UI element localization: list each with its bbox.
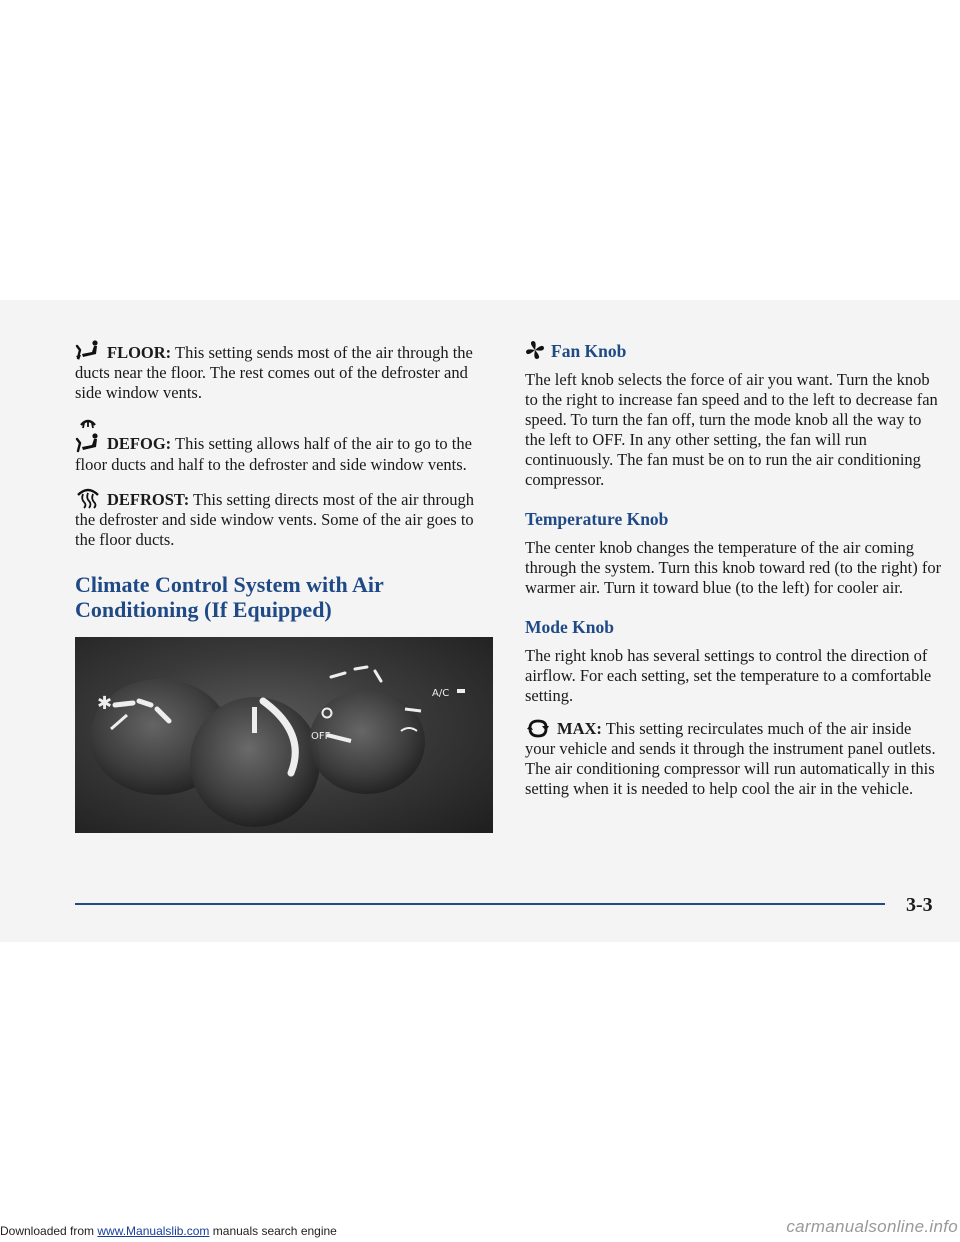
right-column <box>525 338 945 811</box>
ac-label: A/C <box>432 688 450 699</box>
defog-text: This setting allows half of the air to go to the floor ducts and half to the defroster and side window vents. <box>75 434 472 474</box>
floor-icon <box>75 340 101 362</box>
defog-icon <box>75 415 101 455</box>
defrost-text: This setting directs most of the air through the defroster and side window vents. Some of the air goes to the floor ducts. <box>75 490 474 549</box>
max-text: This setting recirculates much of the air inside your vehicle and sends it through the instrument panel outlets. The air conditioning compressor will run automatically in this setting when it is needed to help cool the air in the vehicle. <box>525 719 936 798</box>
off-label: OFF <box>311 731 331 742</box>
left-column <box>75 340 475 622</box>
watermark: carmanualsonline.info <box>786 1217 958 1236</box>
footer-rule <box>75 903 885 905</box>
fan-title-text: Fan Knob <box>551 341 627 361</box>
defog-term: DEFOG: <box>107 434 172 453</box>
footer-prefix: Downloaded from <box>0 1224 98 1238</box>
max-paragraph <box>525 718 945 799</box>
fan-icon <box>525 340 545 360</box>
defrost-paragraph <box>75 487 475 550</box>
page-number: 3-3 <box>906 894 933 916</box>
defrost-icon <box>75 487 101 509</box>
max-term: MAX: <box>557 719 602 738</box>
defrost-term: DEFROST: <box>107 490 190 509</box>
max-recirculate-icon <box>525 718 551 738</box>
footer-suffix: manuals search engine <box>209 1224 337 1238</box>
temperature-paragraph: The center knob changes the temperature of the air coming through the system. Turn this knob toward red (to the right) for warmer air. Turn it toward blue (to the left) for cooler air. <box>525 538 942 597</box>
mode-paragraph: The right knob has several settings to control the direction of airflow. For each setting, set the temperature to a comfortable setting. <box>525 646 932 705</box>
svg-text:✱: ✱ <box>97 693 113 714</box>
mode-knob-title: Mode Knob <box>525 617 614 637</box>
defog-paragraph <box>75 415 475 475</box>
download-footer <box>0 1217 960 1242</box>
fan-paragraph: The left knob selects the force of air you want. Turn the knob to the right to increase fan speed and to the left to decrease fan speed. To turn the fan off, turn the mode knob all the way to the left to OFF. In any other setting, the fan will run continuously. The fan must be on to run the air conditioning compressor. <box>525 370 938 489</box>
floor-paragraph <box>75 340 475 403</box>
climate-control-photo <box>75 637 493 833</box>
temperature-knob-title: Temperature Knob <box>525 509 669 529</box>
manual-page <box>0 300 960 942</box>
footer-source <box>0 1220 337 1242</box>
fan-knob-title <box>525 340 945 362</box>
floor-text: This setting sends most of the air through the ducts near the floor. The rest comes out of the defroster and side window vents. <box>75 343 473 402</box>
section-title: Climate Control System with Air Conditioning (If Equipped) <box>75 572 384 622</box>
manualslib-link[interactable]: www.Manualslib.com <box>97 1224 210 1238</box>
floor-term: FLOOR: <box>107 343 172 362</box>
